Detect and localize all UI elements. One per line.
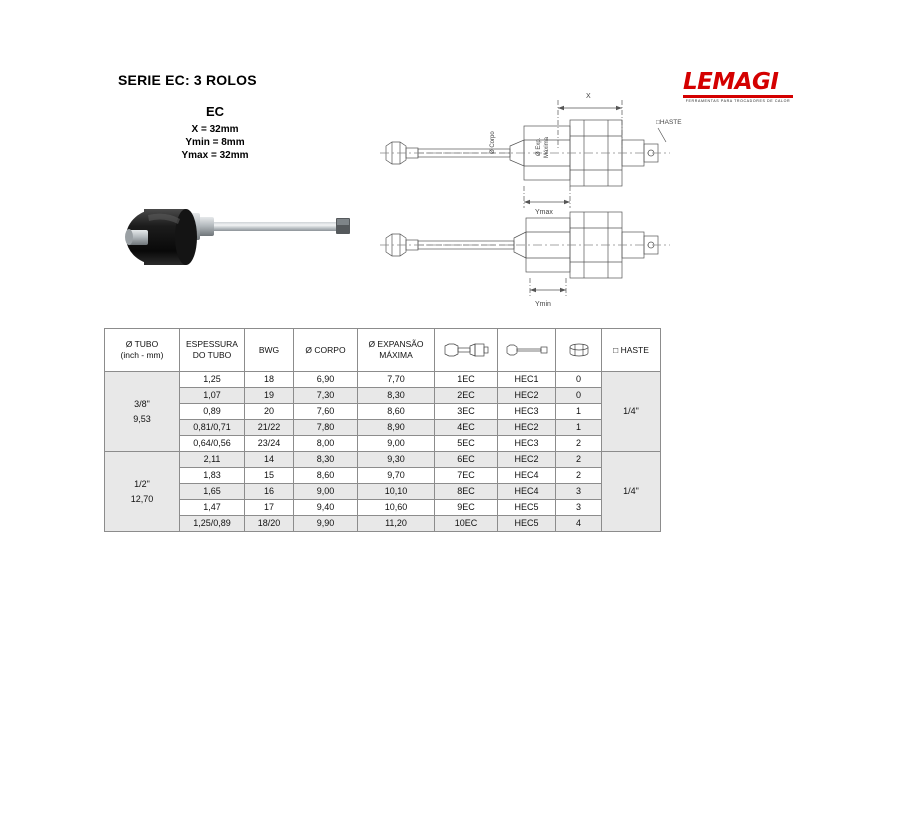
table-row <box>105 468 661 484</box>
cell-tubo-group <box>105 372 180 452</box>
drawing-label-ymax: Ymax <box>535 209 553 216</box>
cell-espessura: 1,47 <box>180 500 245 516</box>
cell-codigo: 9EC <box>435 500 498 516</box>
cell-hec: HEC4 <box>498 484 556 500</box>
drawing-label-haste: □HASTE <box>656 119 682 126</box>
table-row <box>105 500 661 516</box>
cell-corpo: 7,30 <box>294 388 358 404</box>
cell-rolos: 2 <box>556 436 602 452</box>
product-photo <box>118 175 368 290</box>
drawing-label-exp-maxima: Ø Exp. <box>536 137 542 156</box>
header-espessura-main: ESPESSURA <box>186 339 238 349</box>
header-corpo: Ø CORPO <box>294 329 358 372</box>
spec-block <box>140 104 290 162</box>
specification-table <box>104 328 661 532</box>
drawing-label-exp-maxima2: Máxima <box>544 136 550 158</box>
cell-bwg: 20 <box>245 404 294 420</box>
cell-tubo-inch: 3/8" <box>134 398 150 409</box>
cell-expansao: 9,70 <box>358 468 435 484</box>
cell-expansao: 10,60 <box>358 500 435 516</box>
cell-codigo: 2EC <box>435 388 498 404</box>
header-tubo <box>105 329 180 372</box>
brand-logo <box>683 70 793 103</box>
cell-hec: HEC5 <box>498 516 556 532</box>
cell-corpo: 8,00 <box>294 436 358 452</box>
cell-tubo-inch: 1/2" <box>134 478 150 489</box>
cell-haste-group: 1/4" <box>602 372 661 452</box>
cell-codigo: 4EC <box>435 420 498 436</box>
cell-hec: HEC4 <box>498 468 556 484</box>
cell-bwg: 23/24 <box>245 436 294 452</box>
spec-line-ymax: Ymax = 32mm <box>181 150 249 161</box>
cell-codigo: 6EC <box>435 452 498 468</box>
cell-rolos: 3 <box>556 500 602 516</box>
cell-bwg: 15 <box>245 468 294 484</box>
cell-bwg: 17 <box>245 500 294 516</box>
table-header-row <box>105 329 661 372</box>
cell-corpo: 9,40 <box>294 500 358 516</box>
header-mandrel-icon-cell <box>498 329 556 372</box>
drawing-label-ymin: Ymin <box>535 301 551 308</box>
header-tubo-main: Ø TUBO <box>125 339 159 349</box>
cell-haste-group: 1/4" <box>602 452 661 532</box>
header-haste: □ HASTE <box>602 329 661 372</box>
drawing-label-corpo: Ø Corpo <box>490 131 496 154</box>
cell-espessura: 1,25/0,89 <box>180 516 245 532</box>
expander-icon <box>435 339 497 361</box>
table-row <box>105 452 661 468</box>
cell-hec: HEC5 <box>498 500 556 516</box>
cell-expansao: 11,20 <box>358 516 435 532</box>
cell-bwg: 21/22 <box>245 420 294 436</box>
cell-expansao: 10,10 <box>358 484 435 500</box>
cell-rolos: 0 <box>556 388 602 404</box>
cell-tubo-group <box>105 452 180 532</box>
header-espessura-sub: DO TUBO <box>192 350 232 360</box>
brand-logo-text: LEMAGI <box>683 69 779 95</box>
cell-corpo: 8,30 <box>294 452 358 468</box>
cell-hec: HEC1 <box>498 372 556 388</box>
table-row <box>105 372 661 388</box>
cell-hec: HEC2 <box>498 388 556 404</box>
cell-bwg: 19 <box>245 388 294 404</box>
table-row <box>105 420 661 436</box>
cell-expansao: 7,70 <box>358 372 435 388</box>
cell-rolos: 2 <box>556 452 602 468</box>
page-title: SERIE EC: 3 ROLOS <box>118 72 257 88</box>
cell-hec: HEC2 <box>498 452 556 468</box>
cell-expansao: 9,30 <box>358 452 435 468</box>
cell-corpo: 9,90 <box>294 516 358 532</box>
header-expansao-sub: MÁXIMA <box>379 350 413 360</box>
cell-espessura: 1,83 <box>180 468 245 484</box>
header-espessura <box>180 329 245 372</box>
cell-corpo: 7,80 <box>294 420 358 436</box>
cell-espessura: 2,11 <box>180 452 245 468</box>
cell-espessura: 1,07 <box>180 388 245 404</box>
cell-espessura: 1,25 <box>180 372 245 388</box>
cell-codigo: 5EC <box>435 436 498 452</box>
drawing-label-x: X <box>586 93 591 100</box>
table-row <box>105 516 661 532</box>
header-expansao-main: Ø EXPANSÃO <box>368 339 424 349</box>
cell-bwg: 18/20 <box>245 516 294 532</box>
cell-rolos: 3 <box>556 484 602 500</box>
table-row <box>105 436 661 452</box>
cell-rolos: 1 <box>556 420 602 436</box>
cell-bwg: 18 <box>245 372 294 388</box>
cell-tubo-mm: 9,53 <box>133 413 151 424</box>
brand-logo-subtitle: FERRAMENTAS PARA TROCADORES DE CALOR <box>685 99 791 103</box>
cell-espessura: 1,65 <box>180 484 245 500</box>
technical-drawing <box>370 80 690 310</box>
roller-icon <box>556 339 601 361</box>
cell-bwg: 14 <box>245 452 294 468</box>
cell-rolos: 2 <box>556 468 602 484</box>
cell-corpo: 9,00 <box>294 484 358 500</box>
brand-logo-bar <box>683 95 793 98</box>
cell-espessura: 0,64/0,56 <box>180 436 245 452</box>
cell-tubo-mm: 12,70 <box>130 493 154 504</box>
cell-expansao: 8,90 <box>358 420 435 436</box>
cell-espessura: 0,81/0,71 <box>180 420 245 436</box>
cell-codigo: 8EC <box>435 484 498 500</box>
cell-hec: HEC3 <box>498 404 556 420</box>
mandrel-icon <box>498 339 555 361</box>
cell-espessura: 0,89 <box>180 404 245 420</box>
cell-corpo: 6,90 <box>294 372 358 388</box>
header-expansao <box>358 329 435 372</box>
header-tubo-sub: (inch - mm) <box>120 350 164 360</box>
header-expander-icon-cell <box>435 329 498 372</box>
table-row <box>105 484 661 500</box>
table-row <box>105 404 661 420</box>
spec-line-ymin: Ymin = 8mm <box>185 137 245 148</box>
cell-expansao: 9,00 <box>358 436 435 452</box>
cell-codigo: 3EC <box>435 404 498 420</box>
spec-line-x: X = 32mm <box>191 124 239 135</box>
cell-codigo: 7EC <box>435 468 498 484</box>
cell-expansao: 8,30 <box>358 388 435 404</box>
cell-rolos: 4 <box>556 516 602 532</box>
table-body <box>105 372 661 532</box>
cell-codigo: 10EC <box>435 516 498 532</box>
cell-rolos: 0 <box>556 372 602 388</box>
cell-rolos: 1 <box>556 404 602 420</box>
table-row <box>105 388 661 404</box>
cell-codigo: 1EC <box>435 372 498 388</box>
header-bwg: BWG <box>245 329 294 372</box>
cell-hec: HEC3 <box>498 436 556 452</box>
header-roller-icon-cell <box>556 329 602 372</box>
cell-corpo: 7,60 <box>294 404 358 420</box>
spec-series-name: EC <box>205 104 225 119</box>
cell-expansao: 8,60 <box>358 404 435 420</box>
cell-hec: HEC2 <box>498 420 556 436</box>
cell-corpo: 8,60 <box>294 468 358 484</box>
cell-bwg: 16 <box>245 484 294 500</box>
